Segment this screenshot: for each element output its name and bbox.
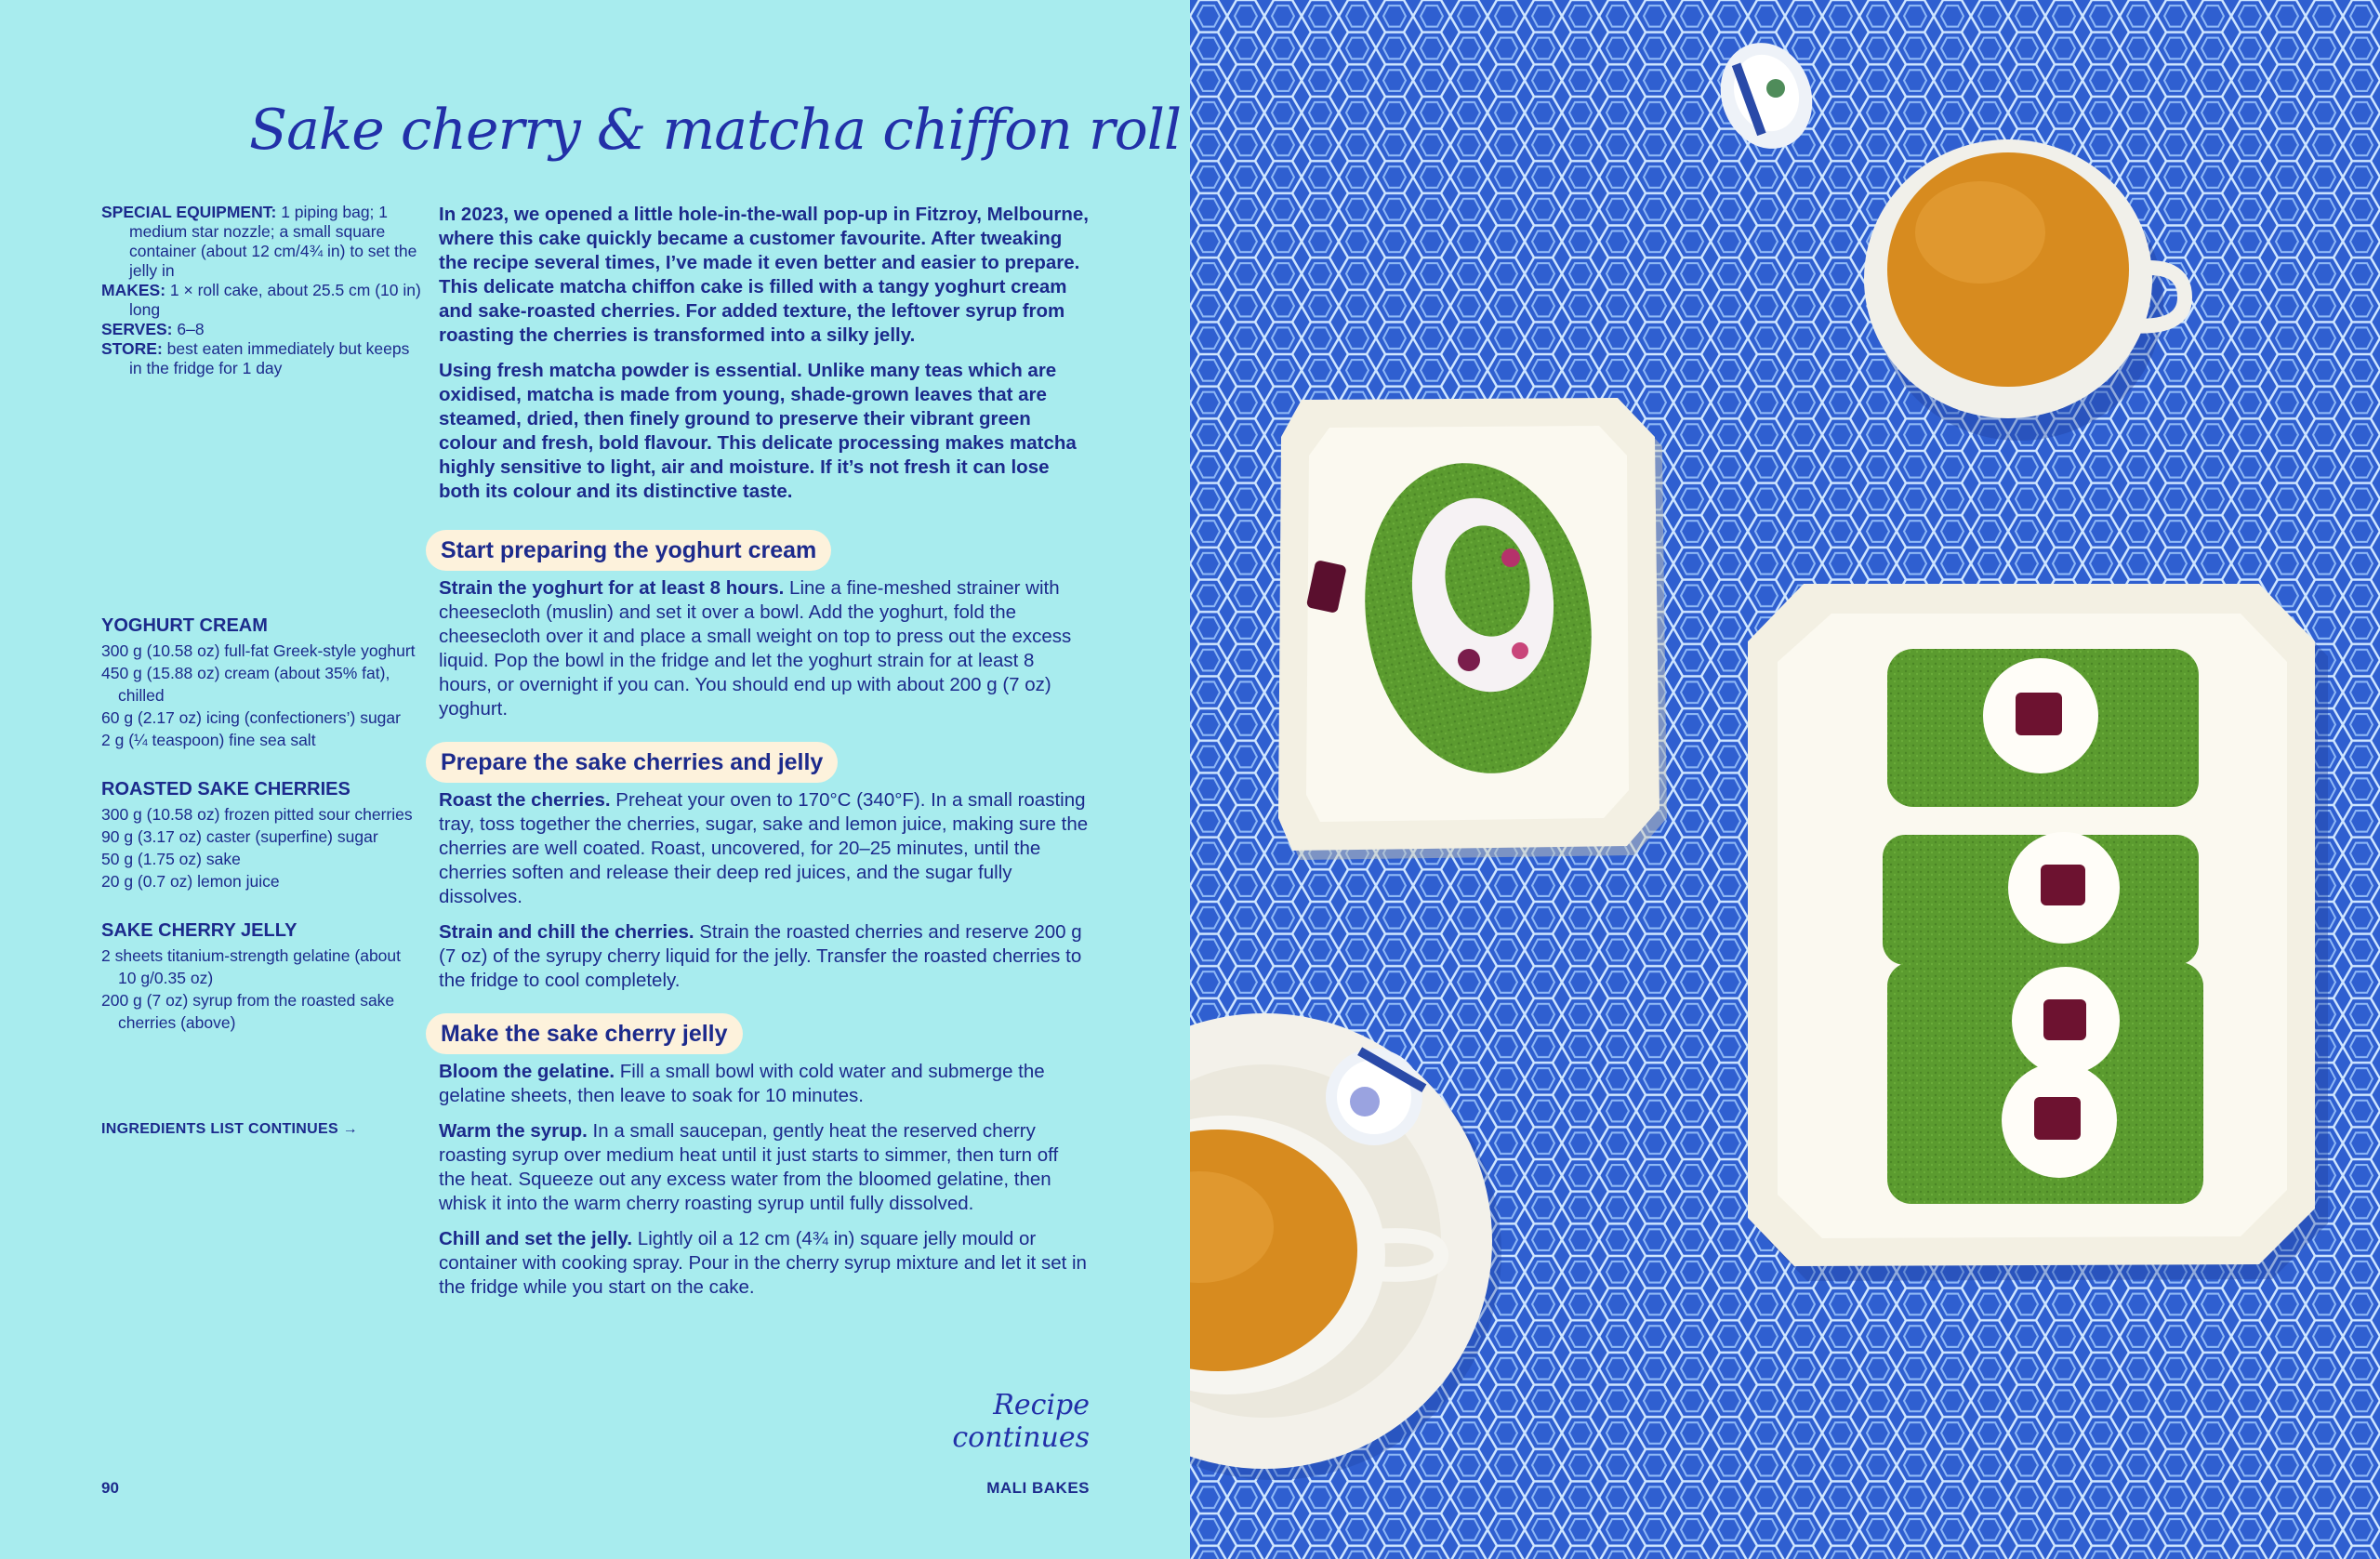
food-photo-page — [1190, 0, 2380, 1559]
cream-dollop — [2002, 1063, 2117, 1178]
ingredient-item: 300 g (10.58 oz) frozen pitted sour cherries — [101, 805, 413, 824]
cream-dollop — [1983, 658, 2098, 773]
food-photo — [1190, 0, 2380, 1559]
recipe-intro — [439, 203, 1090, 504]
method-step: Bloom the gelatine. Fill a small bowl with cold water and submerge the gelatine sheets, then leave to soak for 10 minutes. — [439, 1061, 1045, 1106]
method-step: Roast the cherries. Preheat your oven to 170°C (340°F). In a small roasting tray, toss together the cherries, sugar, sake and lemon juice, making sure the cherries are well coated. Roast, uncovered, for 20–25 minutes, until the cherries soften and release their deep red juices, and the sugar fully dissolves. — [439, 789, 1089, 907]
method-step: Chill and set the jelly. Lightly oil a 12 cm (4¾ in) square jelly mould or container with cooking spray. Pour in the cherry syrup mixture and let it set in the fridge while you start on the cake. — [439, 1228, 1087, 1298]
section-yoghurt-cream — [439, 530, 1090, 721]
intro-paragraph: Using fresh matcha powder is essential. Unlike many teas which are oxidised, matcha is made from young, shade-grown leaves that are steamed, dried, then finely ground to preserve their vibrant green colour and fresh, bold flavour. This delicate processing makes matcha highly sensitive to light, air and moisture. If it’s not fresh it can lose both its colour and its distinctive taste. — [439, 360, 1077, 502]
section-heading: Start preparing the yoghurt cream — [426, 530, 831, 571]
method-step: Strain the yoghurt for at least 8 hours. Line a fine-meshed strainer with cheesecloth (muslin) and set it over a bowl. Add the yoghurt, fold the cheesecloth over it and place a small weight on top to press out the excess liquid. Pop the bowl in the fridge and let the yoghurt strain for at least 8 hours, or overnight if you can. You should end up with about 200 g (7 oz) yoghurt. — [439, 577, 1072, 720]
ingredient-item: 450 g (15.88 oz) cream (about 35% fat), chilled — [101, 664, 390, 705]
book-title: MALI BAKES — [986, 1479, 1090, 1497]
ingredient-item: 2 g (¼ teaspoon) fine sea salt — [101, 731, 316, 749]
meta-store: STORE: best eaten immediately but keeps in the fridge for 1 day — [101, 339, 410, 377]
ingredient-item: 60 g (2.17 oz) icing (confectioners’) sugar — [101, 708, 401, 727]
method-column — [439, 203, 1090, 1311]
ingredient-item: 50 g (1.75 oz) sake — [101, 850, 241, 868]
ingredient-item: 20 g (0.7 oz) lemon juice — [101, 872, 280, 891]
meta-makes: MAKES: 1 × roll cake, about 25.5 cm (10 in) long — [101, 281, 421, 319]
cream-dollop — [2012, 967, 2120, 1075]
ingredient-item: 2 sheets titanium-strength gelatine (about 10 g/0.35 oz) — [101, 946, 401, 987]
recipe-continues-note: Recipe continues — [952, 1389, 1090, 1454]
cream-dollop — [2008, 832, 2120, 944]
ingredient-group-sake-cherry-jelly — [101, 918, 422, 1034]
ingredients-continue-link[interactable]: INGREDIENTS LIST CONTINUES → — [101, 1121, 358, 1137]
recipe-meta — [101, 203, 422, 378]
meta-serves: SERVES: 6–8 — [101, 320, 205, 338]
ingredient-item: 300 g (10.58 oz) full-fat Greek-style yoghurt — [101, 641, 416, 660]
ingredient-group-roasted-sake-cherries — [101, 777, 422, 892]
ingredients-list — [101, 614, 422, 1060]
ingredient-item: 90 g (3.17 oz) caster (superfine) sugar — [101, 827, 378, 846]
section-sake-cherries — [439, 742, 1090, 993]
page-number: 90 — [101, 1479, 119, 1497]
intro-paragraph: In 2023, we opened a little hole-in-the-wall pop-up in Fitzroy, Melbourne, where this cake quickly became a customer favourite. After tweaking the recipe several times, I’ve made it even better and easier to prepare. This delicate matcha chiffon cake is filled with a tangy yoghurt cream and sake-roasted cherries. For added texture, the leftover syrup from roasting the cherries is transformed into a silky jelly. — [439, 204, 1089, 346]
section-sake-cherry-jelly — [439, 1013, 1090, 1300]
method-step: Warm the syrup. In a small saucepan, gently heat the reserved cherry roasting syrup over medium heat until it just starts to simmer, then turn off the heat. Squeeze out any excess water from the bloomed gelatine, then whisk it into the warm cherry roasting syrup until fully dissolved. — [439, 1120, 1059, 1214]
section-heading: Prepare the sake cherries and jelly — [426, 742, 838, 783]
ingredient-heading: YOGHURT CREAM — [101, 615, 268, 636]
ingredient-item: 200 g (7 oz) syrup from the roasted sake cherries (above) — [101, 991, 395, 1032]
roll-pieces — [1883, 649, 2203, 1204]
ingredient-group-yoghurt-cream — [101, 614, 422, 751]
meta-special-equipment: SPECIAL EQUIPMENT: 1 piping bag; 1 medium star nozzle; a small square container (about 12 cm/4¾ in) to set the jelly in — [101, 203, 417, 280]
ingredient-heading: ROASTED SAKE CHERRIES — [101, 779, 350, 799]
section-heading: Make the sake cherry jelly — [426, 1013, 743, 1054]
method-step: Strain and chill the cherries. Strain the roasted cherries and reserve 200 g (7 oz) of the syrupy cherry liquid for the jelly. Transfer the roasted cherries to the fridge to cool completely. — [439, 921, 1082, 991]
recipe-title: Sake cherry & matcha chiffon roll — [249, 98, 1182, 163]
ingredient-heading: SAKE CHERRY JELLY — [101, 920, 298, 941]
